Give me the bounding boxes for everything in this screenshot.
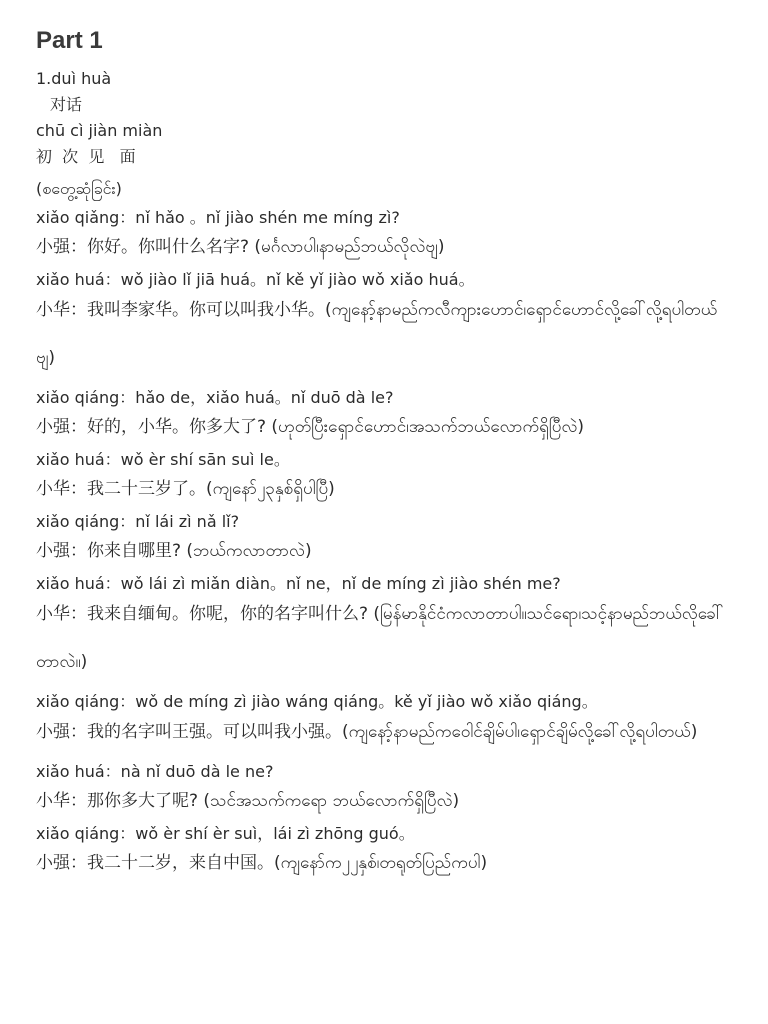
dialogue-translation-line: 小强：你好。你叫什么名字? (မင်္ဂလာပါ၊နာမည်ဘယ်လိုလဲဗျ): [36, 237, 445, 257]
dialogue-pinyin-line: xiǎo huá：wǒ èr shí sān suì le。: [36, 450, 290, 469]
dialogue-translation-line: 小强：你来自哪里? (ဘယ်ကလာတာလဲ): [36, 541, 312, 561]
dialogue-translation-line: 小华：那你多大了呢? (သင်အသက်ကရော ဘယ်လောက်ရှိပြီလဲ): [36, 791, 460, 811]
dialogue-translation-line: 小强：我的名字叫王强。可以叫我小强。(ကျနော့်နာမည်ကဝေါင်ချိမ်ပါ၊ရှောင်ချိမ်လို့ခေါ်လို့ရပါတယ်): [36, 722, 698, 742]
topic-chinese: 初 次 见 面: [36, 147, 136, 166]
dialogue-translation-line: 小强：好的，小华。你多大了? (ဟုတ်ပြီးရှောင်ဟောင်၊အသက်ဘယ်လောက်ရှိပြီလဲ): [36, 417, 585, 437]
dialogue-pinyin-line: xiǎo qiáng：nǐ lái zì nǎ lǐ?: [36, 512, 240, 531]
dialogue-translation-line: 小华：我来自缅甸。你呢，你的名字叫什么? (မြန်မာနိုင်ငံကလာတာပါ။သင်ရော၊သင့်နာမည်ဘယ်လိုခေါ်တာလဲ။): [36, 604, 724, 672]
dialogue-translation-line: 小强：我二十二岁，来自中国。(ကျနော်က၂၂နှစ်၊တရုတ်ပြည်ကပါ): [36, 853, 488, 873]
document-page: [36, 26, 736, 882]
dialogue-translation-line: 小华：我叫李家华。你可以叫我小华。(ကျနော့်နာမည်ကလီကျားဟောင်၊ရှောင်ဟောင်လို့ခေါ်လို့ရပါတယ်ဗျ): [36, 300, 718, 368]
dialogue-pinyin-line: xiǎo qiǎng：nǐ hǎo 。nǐ jiào shén me míng zì?: [36, 208, 400, 227]
topic-pinyin: chū cì jiàn miàn: [36, 121, 163, 140]
topic-burmese: (စတွေ့ဆုံခြင်း): [36, 179, 122, 198]
dialogue-pinyin-line: xiǎo qiáng：wǒ de míng zì jiào wáng qiáng。kě yǐ jiào wǒ xiǎo qiáng。: [36, 692, 598, 711]
dialogue-translation-line: 小华：我二十三岁了。(ကျနော်၂၃နှစ်ရှိပါပြီ): [36, 479, 335, 499]
dialogue-pinyin-line: xiǎo qiáng：wǒ èr shí èr suì，lái zì zhōng guó。: [36, 824, 415, 843]
section-chinese: 对话: [50, 95, 83, 114]
dialogue-pinyin-line: xiǎo huá：wǒ lái zì miǎn diàn。nǐ ne，nǐ de míng zì jiào shén me?: [36, 574, 561, 593]
page-title: Part 1: [36, 27, 103, 54]
dialogue-pinyin-line: xiǎo qiáng：hǎo de，xiǎo huá。nǐ duō dà le?: [36, 388, 394, 407]
dialogue: [36, 208, 736, 880]
dialogue-pinyin-line: xiǎo huá：wǒ jiào lǐ jiā huá。nǐ kě yǐ jiào wǒ xiǎo huá。: [36, 270, 475, 289]
dialogue-pinyin-line: xiǎo huá：nà nǐ duō dà le ne?: [36, 762, 274, 781]
section-pinyin: 1.duì huà: [36, 69, 112, 88]
